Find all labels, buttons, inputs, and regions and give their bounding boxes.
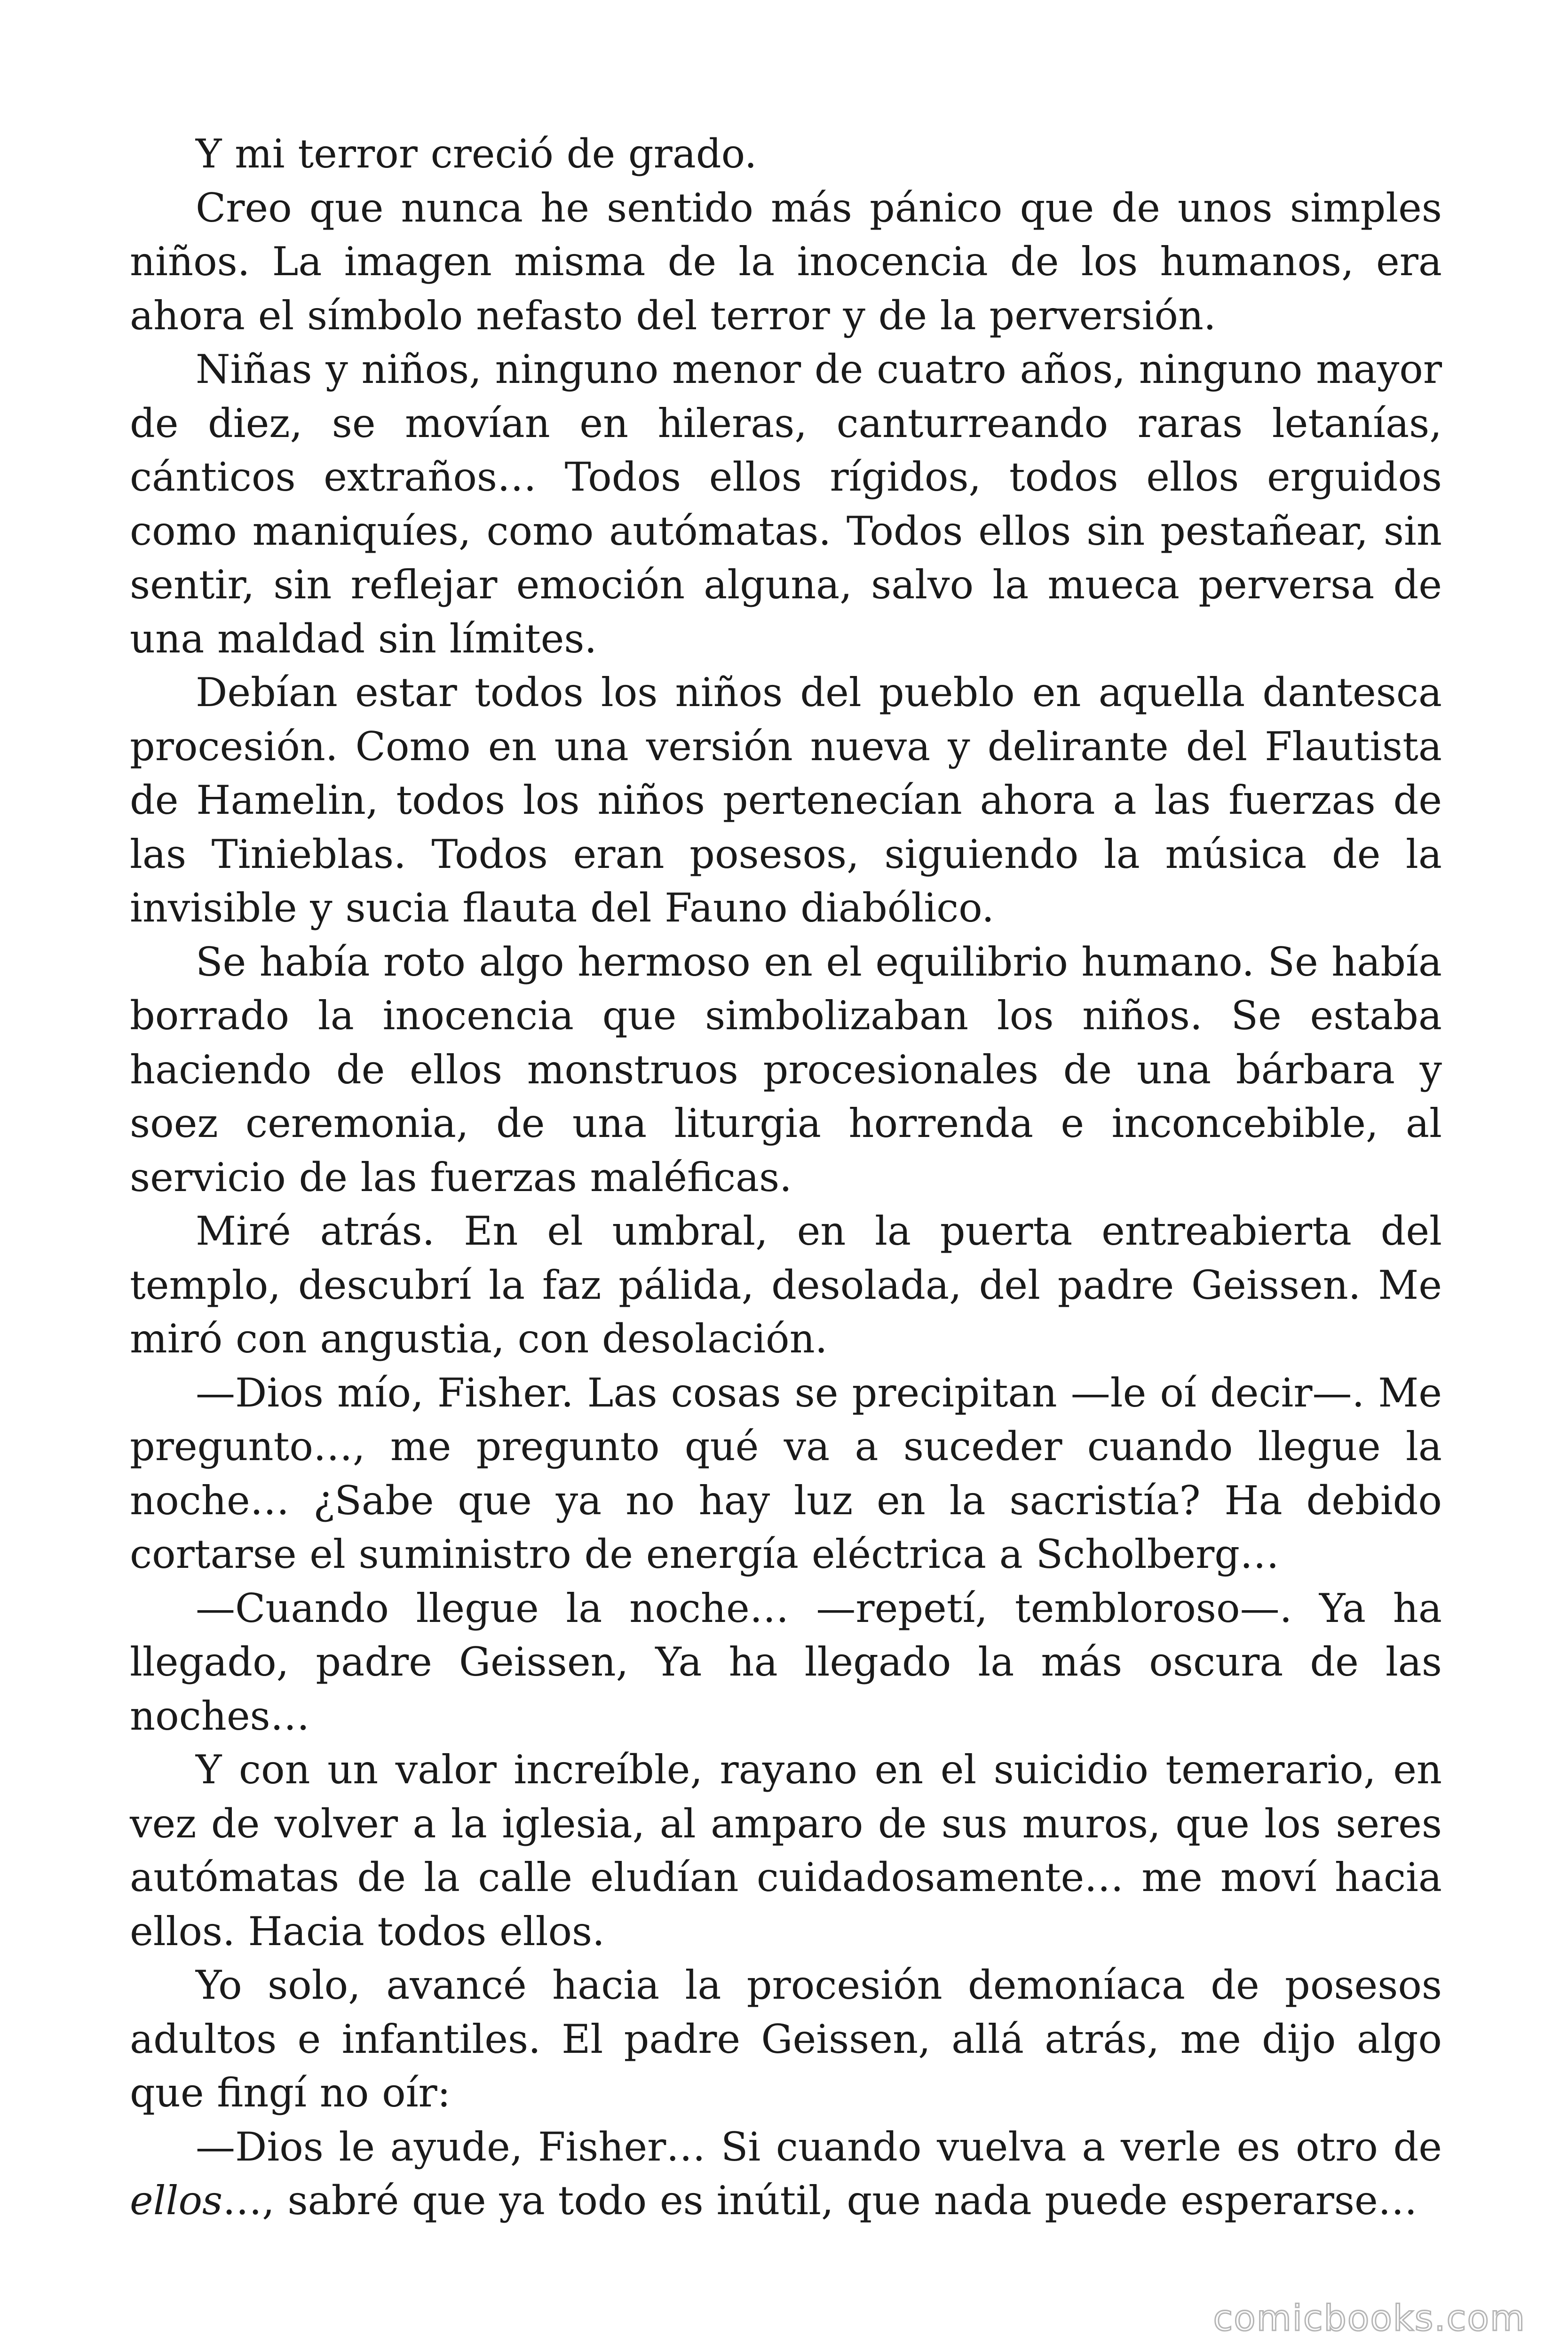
paragraph-6: Miré atrás. En el umbral, en la puerta entreabierta del templo, descubrí la faz pálida, desolada, del padre Geissen. Me miró con angustia, con desolación. — [130, 1208, 1442, 1362]
paragraph-3: Niñas y niños, ninguno menor de cuatro años, ninguno mayor de diez, se movían en hileras, canturreando raras letanías, cánticos extraños… Todos ellos rígidos, todos ellos erguidos como maniquíes, como autómatas. Todos ellos sin pestañear, sin sentir, sin reflejar emoción alguna, salvo la mueca perversa de una maldad sin límites. — [130, 346, 1442, 662]
paragraph-11-end: …, sabré que ya todo es inútil, que nada puede esperarse… — [222, 2177, 1418, 2224]
watermark-text: comicbooks.com — [1213, 2297, 1526, 2339]
paragraph-7: —Dios mío, Fisher. Las cosas se precipitan —le oí decir—. Me pregunto…, me pregunto qué va a suceder cuando llegue la noche… ¿Sabe que ya no hay luz en la sacristía? Ha debido cortarse el suministro de energía eléctrica a Scholberg… — [130, 1369, 1442, 1577]
paragraph-1: Y mi terror creció de grado. — [196, 131, 757, 177]
paragraph-11-start: —Dios le ayude, Fisher… Si cuando vuelva a verle es otro de — [196, 2123, 1442, 2170]
paragraph-9: Y con un valor increíble, rayano en el suicidio temerario, en vez de volver a la iglesia, al amparo de sus muros, que los seres autómatas de la calle eludían cuidadosamente… me moví hacia ellos. Hacia todos ellos. — [130, 1747, 1442, 1955]
paragraph-4: Debían estar todos los niños del pueblo en aquella dantesca procesión. Como en una versión nueva y delirante del Flautista de Hamelin, todos los niños pertenecían ahora a las fuerzas de las Tinieblas. Todos eran posesos, siguiendo la música de la invisible y sucia flauta del Fauno diabólico. — [130, 669, 1442, 931]
paragraph-5: Se había roto algo hermoso en el equilibrio humano. Se había borrado la inocencia que simbolizaban los niños. Se estaba haciendo de ellos monstruos procesionales de una bárbara y soez ceremonia, de una liturgia horrenda e inconcebible, al servicio de las fuerzas maléficas. — [130, 938, 1442, 1200]
paragraph-11 — [130, 2120, 1442, 2228]
paragraph-2: Creo que nunca he sentido más pánico que de unos simples niños. La imagen misma de la inocencia de los humanos, era ahora el símbolo nefasto del terror y de la perversión. — [130, 184, 1442, 339]
paragraph-8: —Cuando llegue la noche… —repetí, tembloroso—. Ya ha llegado, padre Geissen, Ya ha llegado la más oscura de las noches… — [130, 1585, 1442, 1739]
paragraph-10: Yo solo, avancé hacia la procesión demoníaca de posesos adultos e infantiles. El padre Geissen, allá atrás, me dijo algo que fingí no oír: — [130, 1962, 1442, 2116]
page-body — [130, 127, 1442, 2228]
paragraph-11-italic: ellos — [130, 2177, 223, 2224]
